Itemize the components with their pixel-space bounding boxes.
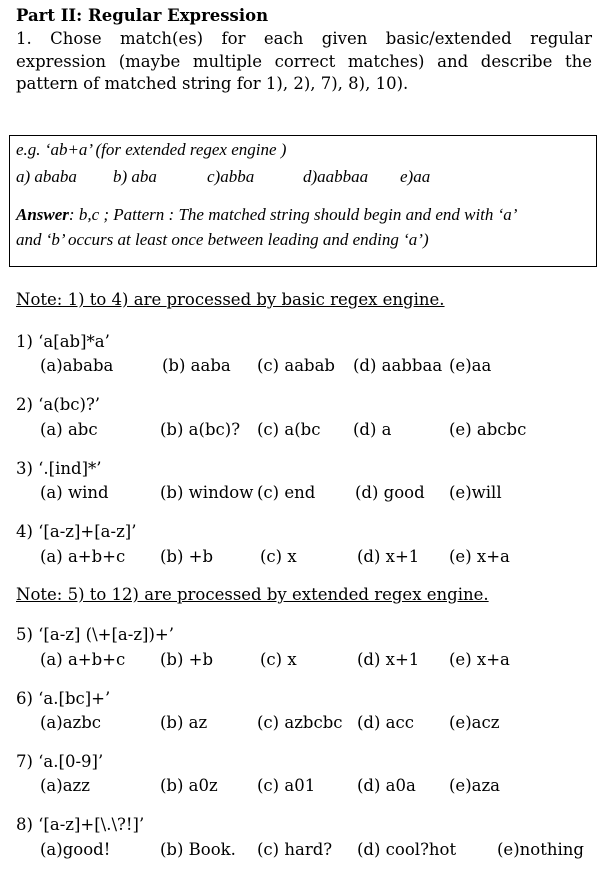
answer-label: Answer: [16, 205, 69, 224]
question-7-option-c: (c) a01: [257, 776, 316, 795]
question-2-option-d: (d) a: [353, 420, 392, 439]
question-6-option-a: (a)azbc: [40, 713, 102, 732]
question-6-option-b: (b) az: [160, 713, 208, 732]
question-7-option-e: (e)aza: [449, 776, 501, 795]
question-7-option-d: (d) a0a: [357, 776, 416, 795]
question-5-option-c: (c) x: [260, 650, 297, 669]
question-1-option-c: (c) aabab: [257, 356, 335, 375]
question-5-option-a: (a) a+b+c: [40, 650, 126, 669]
example-option-d: d)aabbaa: [303, 167, 369, 186]
question-2-label: 2) ‘a(bc)?’: [16, 395, 101, 414]
answer-text: : b,c ; Pattern : The matched string should begin and end with ‘a’: [68, 205, 518, 224]
question-8-option-a: (a)good!: [40, 840, 111, 859]
question-6-option-c: (c) azbcbc: [257, 713, 343, 732]
question-8-label: 8) ‘[a-z]+[\.\?!]’: [16, 815, 145, 834]
section-title: Part II: Regular Expression: [16, 6, 269, 25]
question-2-option-e: (e) abcbc: [449, 420, 527, 439]
question-1-option-a: (a)ababa: [40, 356, 114, 375]
question-2-option-b: (b) a(bc)?: [160, 420, 241, 439]
question-8-option-c: (c) hard?: [257, 840, 333, 859]
question-1-option-d: (d) aabbaa: [353, 356, 443, 375]
instructions: 1. Chose match(es) for each given basic/extended regular expression (maybe multiple correct matches) and describe the pattern of matched string for 1), 2), 7), 8), 10).: [16, 29, 592, 93]
question-1-label: 1) ‘a[ab]*a’: [16, 332, 110, 351]
question-5-option-e: (e) x+a: [449, 650, 510, 669]
question-7-label: 7) ‘a.[0-9]’: [16, 752, 104, 771]
question-8-option-b: (b) Book.: [160, 840, 236, 859]
question-5-option-d: (d) x+1: [357, 650, 420, 669]
example-answer-line-1: [16, 205, 517, 225]
question-4-option-e: (e) x+a: [449, 547, 510, 566]
question-1-option-e: (e)aa: [449, 356, 492, 375]
question-5-label: 5) ‘[a-z] (\+[a-z])+’: [16, 625, 174, 644]
example-header: e.g. ‘ab+a’ (for extended regex engine ): [16, 140, 287, 159]
question-4-option-c: (c) x: [260, 547, 297, 566]
question-6-option-d: (d) acc: [357, 713, 415, 732]
question-3-label: 3) ‘.[ind]*’: [16, 459, 102, 478]
question-1-option-b: (b) aaba: [162, 356, 231, 375]
question-3-option-a: (a) wind: [40, 483, 109, 502]
example-option-b: b) aba: [113, 167, 157, 186]
question-8-option-e: (e)nothing: [497, 840, 584, 859]
note-extended-engine: Note: 5) to 12) are processed by extended regex engine.: [16, 585, 489, 604]
note-basic-engine: Note: 1) to 4) are processed by basic regex engine.: [16, 290, 445, 309]
question-7-option-a: (a)azz: [40, 776, 90, 795]
question-4-label: 4) ‘[a-z]+[a-z]’: [16, 522, 137, 541]
question-5-option-b: (b) +b: [160, 650, 214, 669]
question-3-option-e: (e)will: [449, 483, 502, 502]
question-3-option-d: (d) good: [355, 483, 425, 502]
question-6-label: 6) ‘a.[bc]+’: [16, 689, 111, 708]
question-6-option-e: (e)acz: [449, 713, 500, 732]
example-answer-line-2: and ‘b’ occurs at least once between leading and ending ‘a’): [16, 230, 429, 249]
question-3-option-b: (b) window: [160, 483, 254, 502]
question-8-option-d: (d) cool?hot: [357, 840, 457, 859]
example-option-a: a) ababa: [16, 167, 77, 186]
question-2-option-a: (a) abc: [40, 420, 98, 439]
question-4-option-b: (b) +b: [160, 547, 214, 566]
example-option-e: e)aa: [400, 167, 431, 186]
question-7-option-b: (b) a0z: [160, 776, 218, 795]
question-2-option-c: (c) a(bc: [257, 420, 321, 439]
example-option-c: c)abba: [207, 167, 255, 186]
question-4-option-a: (a) a+b+c: [40, 547, 126, 566]
question-3-option-c: (c) end: [257, 483, 316, 502]
question-4-option-d: (d) x+1: [357, 547, 420, 566]
